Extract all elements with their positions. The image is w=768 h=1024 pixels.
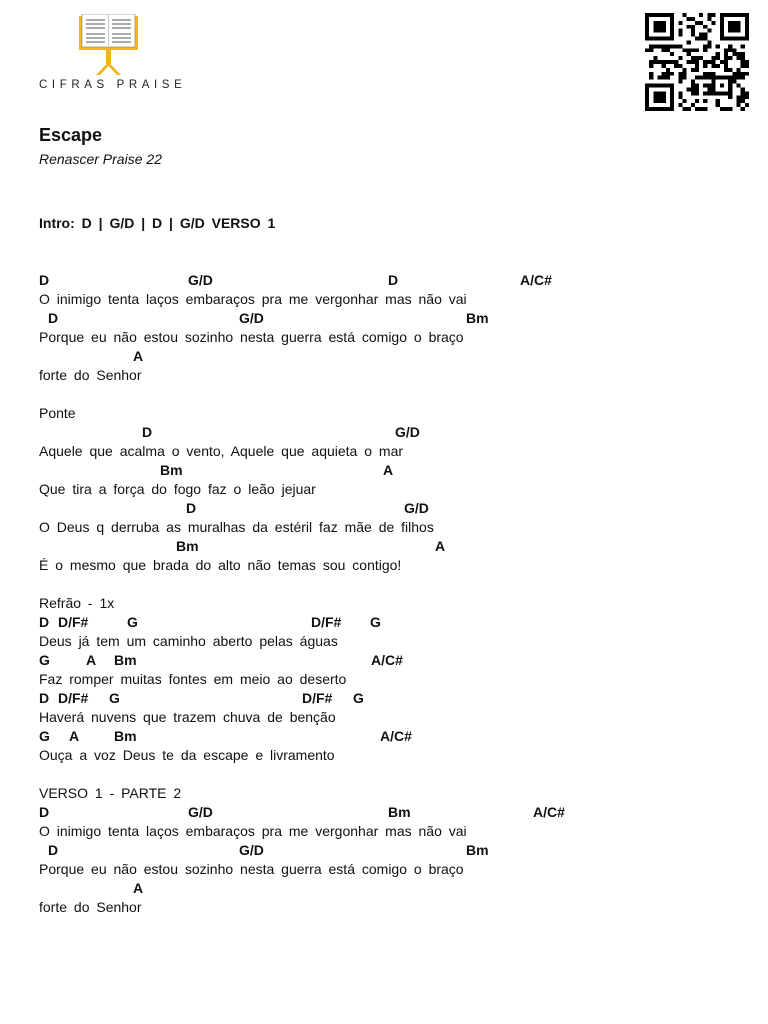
chord: A xyxy=(133,348,144,364)
chord: A/C# xyxy=(533,804,565,820)
intro-text: Intro: D | G/D | D | G/D VERSO 1 xyxy=(39,215,276,231)
chord-line xyxy=(39,841,739,860)
lyric-text: Ouça a voz Deus te da escape e livramento xyxy=(39,747,335,763)
chord: G/D xyxy=(404,500,429,516)
blank-line xyxy=(39,575,739,594)
lyric-line xyxy=(39,328,739,347)
lyric-text: Aquele que acalma o vento, Aquele que aquieta o mar xyxy=(39,443,404,459)
lyric-text: É o mesmo que brada do alto não temas sou contigo! xyxy=(39,557,402,573)
lyric-line xyxy=(39,480,739,499)
lyric-text: Deus já tem um caminho aberto pelas águas xyxy=(39,633,338,649)
lyric-line xyxy=(39,556,739,575)
chord: G xyxy=(370,614,381,630)
chord: Bm xyxy=(160,462,183,478)
chord-sheet xyxy=(39,214,739,917)
chord: G xyxy=(109,690,120,706)
music-stand-icon xyxy=(79,14,139,76)
chord-line xyxy=(39,537,739,556)
chord-line xyxy=(39,309,739,328)
chord: G/D xyxy=(239,310,264,326)
chord: G/D xyxy=(395,424,420,440)
chord-line xyxy=(39,879,739,898)
chord: D xyxy=(39,690,50,706)
chord-line xyxy=(39,271,739,290)
blank-line xyxy=(39,385,739,404)
lyric-line xyxy=(39,594,739,613)
chord: D xyxy=(39,804,50,820)
chord: A xyxy=(86,652,97,668)
lyric-line xyxy=(39,784,739,803)
lyric-text: O Deus q derruba as muralhas da estéril faz mãe de filhos xyxy=(39,519,434,535)
chord: A/C# xyxy=(380,728,412,744)
chord: D/F# xyxy=(58,690,89,706)
chord: G xyxy=(127,614,138,630)
lyric-line xyxy=(39,632,739,651)
chord-line xyxy=(39,803,739,822)
lyric-text: Haverá nuvens que trazem chuva de benção xyxy=(39,709,336,725)
lyric-text: O inimigo tenta laços embaraços pra me vergonhar mas não vai xyxy=(39,823,467,839)
chord: D xyxy=(48,310,59,326)
lyric-text: Porque eu não estou sozinho nesta guerra está comigo o braço xyxy=(39,329,464,345)
lyric-line xyxy=(39,366,739,385)
chord: G/D xyxy=(188,804,213,820)
chord-line xyxy=(39,461,739,480)
lyric-text: O inimigo tenta laços embaraços pra me vergonhar mas não vai xyxy=(39,291,467,307)
chord: A/C# xyxy=(520,272,552,288)
chord: D/F# xyxy=(58,614,89,630)
lyric-line xyxy=(39,822,739,841)
chord: A xyxy=(383,462,394,478)
song-title: Escape xyxy=(39,125,103,145)
blank-line xyxy=(39,233,739,252)
lyric-line xyxy=(39,404,739,423)
chord: D xyxy=(388,272,399,288)
song-artist: Renascer Praise 22 xyxy=(39,151,162,167)
chord: G xyxy=(39,652,50,668)
lyric-line xyxy=(39,290,739,309)
lyric-text: Porque eu não estou sozinho nesta guerra está comigo o braço xyxy=(39,861,464,877)
lyric-text: Que tira a força do fogo faz o leão jejuar xyxy=(39,481,316,497)
chord-line xyxy=(39,347,739,366)
chord: Bm xyxy=(114,652,137,668)
lyric-text: forte do Senhor xyxy=(39,367,142,383)
lyric-text: Refrão - 1x xyxy=(39,595,115,611)
chord: G xyxy=(39,728,50,744)
lyric-text: VERSO 1 - PARTE 2 xyxy=(39,785,182,801)
lyric-line xyxy=(39,746,739,765)
chord: A xyxy=(435,538,446,554)
lyric-line xyxy=(39,860,739,879)
chord-line xyxy=(39,727,739,746)
chord: A xyxy=(133,880,144,896)
chord: A xyxy=(69,728,80,744)
chord-line xyxy=(39,423,739,442)
chord: D xyxy=(39,614,50,630)
chord: Bm xyxy=(466,842,489,858)
chord: Bm xyxy=(388,804,411,820)
blank-line xyxy=(39,252,739,271)
lyric-text: Faz romper muitas fontes em meio ao deserto xyxy=(39,671,347,687)
chord: D xyxy=(142,424,153,440)
chord: G xyxy=(353,690,364,706)
chord: D xyxy=(48,842,59,858)
chord: G/D xyxy=(239,842,264,858)
lyric-line xyxy=(39,708,739,727)
chord-line xyxy=(39,651,739,670)
lyric-line xyxy=(39,898,739,917)
lyric-line xyxy=(39,518,739,537)
chord: A/C# xyxy=(371,652,403,668)
chord: D/F# xyxy=(302,690,333,706)
chord: Bm xyxy=(114,728,137,744)
lyric-line xyxy=(39,670,739,689)
chord-line xyxy=(39,499,739,518)
blank-line xyxy=(39,765,739,784)
chord: G/D xyxy=(188,272,213,288)
qr-code-icon xyxy=(645,13,749,111)
chord: D xyxy=(186,500,197,516)
lyric-text: Ponte xyxy=(39,405,76,421)
chord: D xyxy=(39,272,50,288)
chord: D/F# xyxy=(311,614,342,630)
lyric-text: forte do Senhor xyxy=(39,899,142,915)
chord: Bm xyxy=(176,538,199,554)
lyric-line xyxy=(39,442,739,461)
chord-line xyxy=(39,613,739,632)
brand-name: CIFRAS PRAISE xyxy=(39,79,187,91)
intro-line xyxy=(39,214,739,233)
chord: Bm xyxy=(466,310,489,326)
chord-line xyxy=(39,689,739,708)
